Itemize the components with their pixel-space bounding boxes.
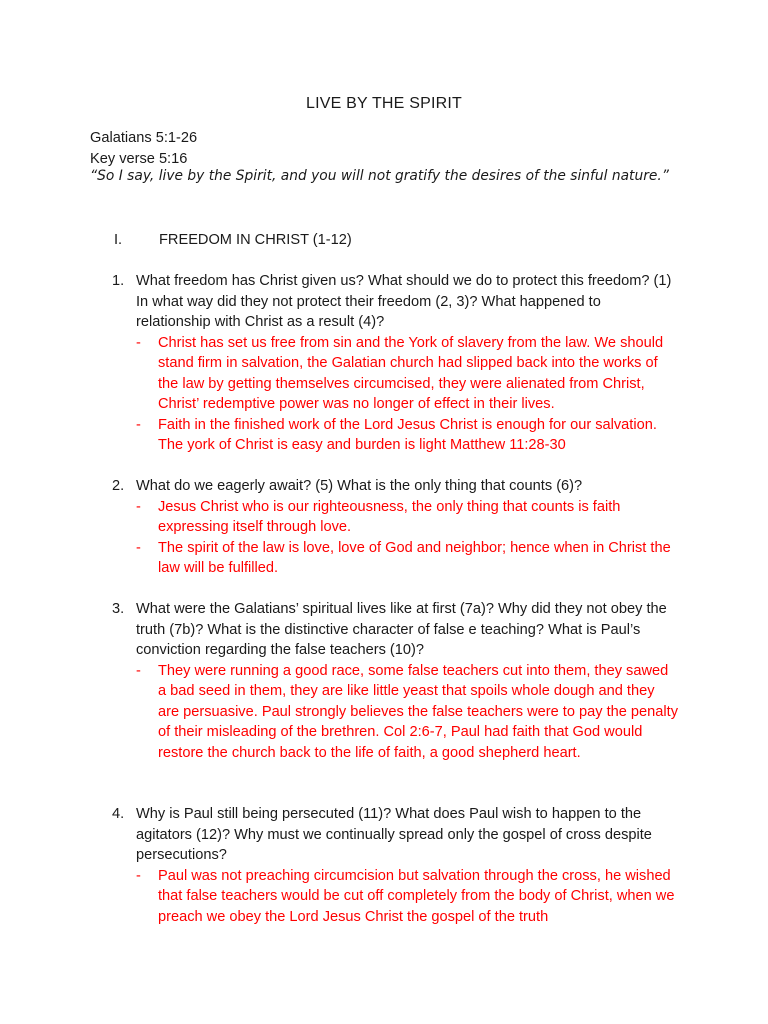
- answer-bullet: -: [136, 539, 141, 556]
- answer-text: Jesus Christ who is our righteousness, the only thing that counts is faith expressing itself through love.: [158, 498, 621, 535]
- question-text: Why is Paul still being persecuted (11)? What does Paul wish to happen to the agitators (12)? Why must we continually spread only the gospel of cross despite persecutions?: [136, 806, 652, 863]
- answer-bullet: -: [136, 867, 141, 884]
- question-number: 3.: [112, 601, 125, 617]
- question-text: What freedom has Christ given us? What should we do to protect this freedom? (1) In what way did they not protect their freedom (2, 3)? What happened to relationship with Christ as a result (4)?: [136, 273, 672, 330]
- section-title: FREEDOM IN CHRIST (1-12): [159, 232, 352, 248]
- question-text: What were the Galatians’ spiritual lives like at first (7a)? Why did they not obey the truth (7b)? What is the distinctive character of false e teaching? What is Paul’s conviction regarding the false teachers (10)?: [136, 601, 667, 658]
- answer-text: They were running a good race, some false teachers cut into them, they sawed a bad seed in them, they are like little yeast that spoils whole dough and they are persuasive. Paul strongly believes the false teachers were to pay the penalty of their misleading of the brethren. Col 2:6-7, Paul had faith that God would restore the church back to the life of faith, a good shepherd heart.: [158, 662, 678, 761]
- answer-item: [136, 538, 678, 579]
- key-verse-quote: “So I say, live by the Spirit, and you will not gratify the desires of the sinful nature.”: [90, 168, 669, 184]
- answer-bullet: -: [136, 498, 141, 515]
- answer-item: [136, 415, 678, 456]
- question-number: 1.: [112, 273, 125, 289]
- question-number: 2.: [112, 478, 125, 494]
- page-title: LIVE BY THE SPIRIT: [306, 95, 462, 112]
- section-heading: [114, 230, 352, 251]
- question-text: What do we eagerly await? (5) What is the only thing that counts (6)?: [136, 478, 583, 494]
- question-item: [112, 271, 682, 456]
- question-number: 4.: [112, 806, 125, 822]
- key-verse: Key verse 5:16: [90, 150, 188, 167]
- answer-bullet: -: [136, 334, 141, 351]
- answer-text: Christ has set us free from sin and the York of slavery from the law. We should stand firm in salvation, the Galatian church had slipped back into the works of the law by getting themselves circumcised, they were alienated from Christ, Christ’ redemptive power was no longer of effect in their lives.: [158, 334, 664, 412]
- answer-bullet: -: [136, 662, 141, 679]
- answer-text: Paul was not preaching circumcision but salvation through the cross, he wished that false teachers would be cut off completely from the body of Christ, when we preach we obey the Lord Jesus Christ the gospel of the truth: [158, 867, 675, 925]
- section-numeral: I.: [114, 232, 123, 248]
- passage-info: [90, 128, 690, 186]
- answer-text: The spirit of the law is love, love of God and neighbor; hence when in Christ the law will be fulfilled.: [158, 539, 671, 576]
- answer-text: Faith in the finished work of the Lord Jesus Christ is enough for our salvation. The york of Christ is easy and burden is light Matthew 11:28-30: [158, 416, 657, 453]
- question-item: [112, 599, 682, 763]
- answer-item: [136, 661, 678, 764]
- question-item: [112, 476, 682, 579]
- answer-item: [136, 866, 678, 928]
- answer-bullet: -: [136, 416, 141, 433]
- scripture-reference: Galatians 5:1-26: [90, 130, 198, 146]
- answer-item: [136, 333, 678, 415]
- answer-item: [136, 497, 678, 538]
- question-item: [112, 804, 682, 927]
